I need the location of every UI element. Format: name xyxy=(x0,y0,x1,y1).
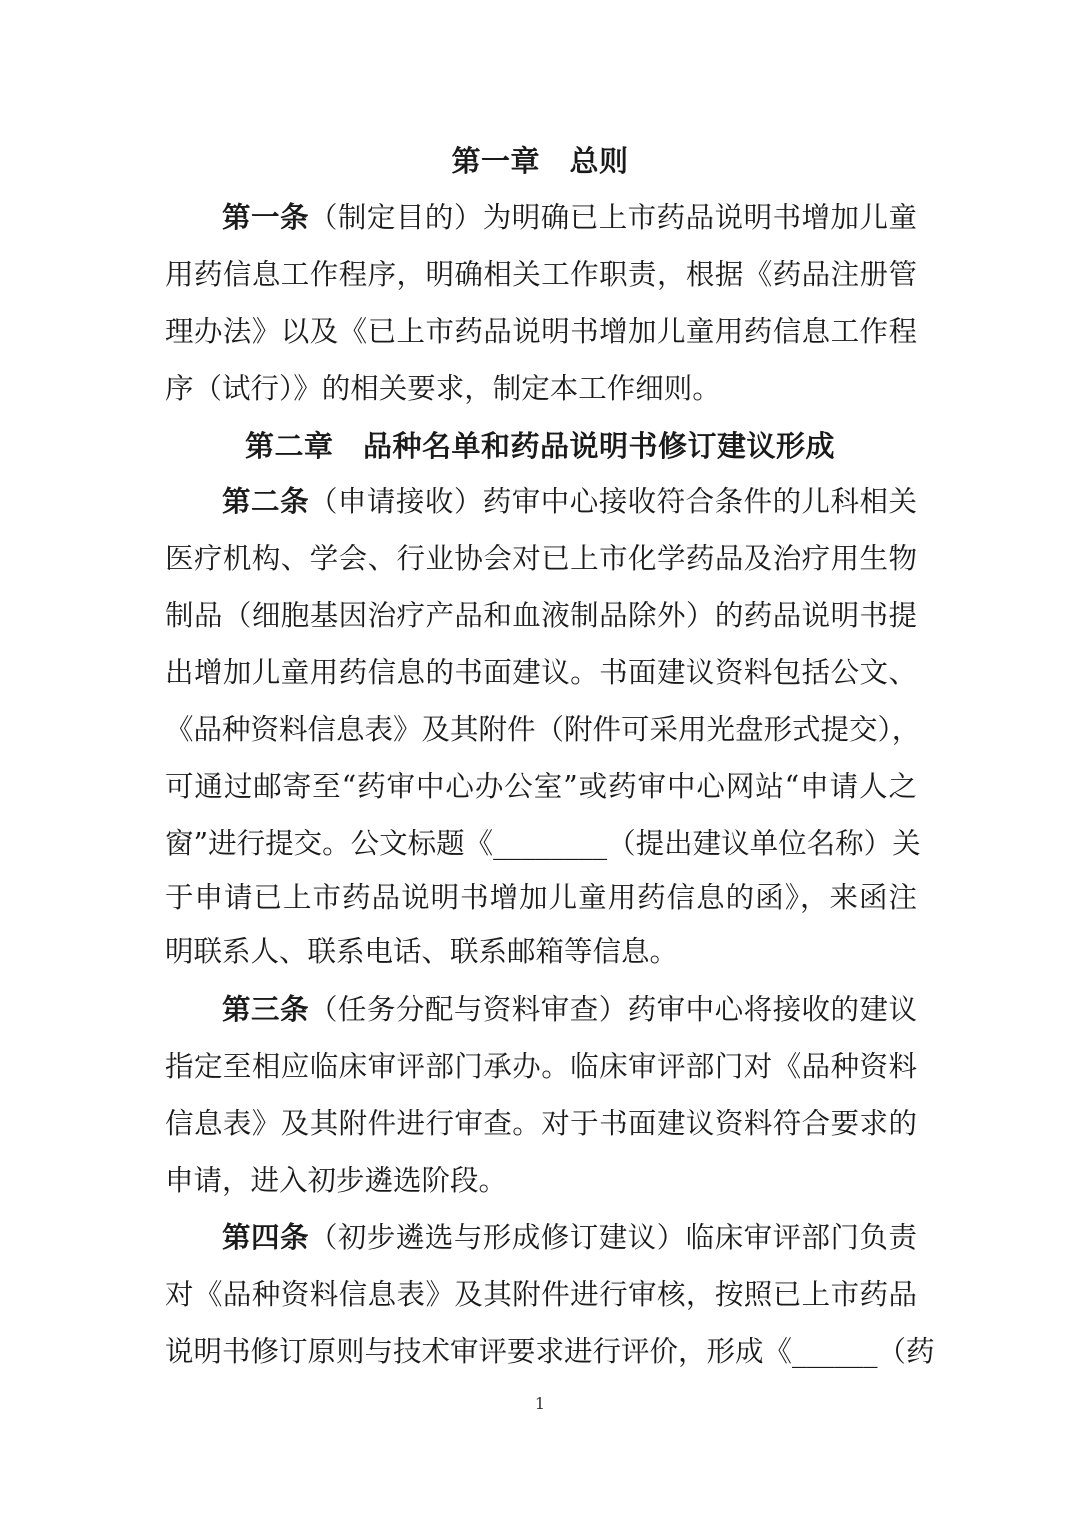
article-3-line: 信息表》及其附件进行审查。对于书面建议资料符合要求的 xyxy=(165,1107,917,1140)
article-2-line: 出增加儿童用药信息的书面建议。书面建议资料包括公文、 xyxy=(165,656,917,689)
article-1-line: 理办法》以及《已上市药品说明书增加儿童用药信息工作程 xyxy=(165,315,917,348)
article-1-line: 用药信息工作程序，明确相关工作职责，根据《药品注册管 xyxy=(165,258,917,291)
article-2-line: 《品种资料信息表》及其附件（附件可采用光盘形式提交）， xyxy=(165,713,921,746)
chapter-1-heading: 第一章 总则 xyxy=(451,144,629,178)
article-2-line: 可通过邮寄至“药审中心办公室”或药审中心网站“申请人之 xyxy=(165,770,917,803)
article-1-line: 序（试行）》的相关要求，制定本工作细则。 xyxy=(165,372,721,405)
article-1-text: （制定目的）为明确已上市药品说明书增加儿童 xyxy=(308,201,917,234)
article-4-line: 对《品种资料信息表》及其附件进行审核，按照已上市药品 xyxy=(165,1278,917,1311)
article-4-first-line xyxy=(222,1218,917,1258)
article-4-text: （初步遴选与形成修订建议）临床审评部门负责 xyxy=(308,1221,917,1254)
article-1-label: 第一条 xyxy=(222,201,309,234)
article-2-line: 明联系人、联系电话、联系邮箱等信息。 xyxy=(165,935,679,968)
article-3-line: 指定至相应临床审评部门承办。临床审评部门对《品种资料 xyxy=(165,1050,917,1083)
article-3-text: （任务分配与资料审查）药审中心将接收的建议 xyxy=(308,993,917,1026)
article-2-label: 第二条 xyxy=(222,485,309,518)
article-2-line: 窗”进行提交。公文标题《________（提出建议单位名称）关 xyxy=(165,827,921,860)
article-4-label: 第四条 xyxy=(222,1221,309,1254)
article-2-line: 医疗机构、学会、行业协会对已上市化学药品及治疗用生物 xyxy=(165,542,917,575)
article-2-text: （申请接收）药审中心接收符合条件的儿科相关 xyxy=(308,485,917,518)
article-3-label: 第三条 xyxy=(222,993,309,1026)
article-3-first-line xyxy=(222,990,917,1030)
chapter-2-heading: 第二章 品种名单和药品说明书修订建议形成 xyxy=(244,429,835,463)
article-2-first-line xyxy=(222,482,917,522)
page-number: 1 xyxy=(534,1394,546,1413)
article-4-line: 说明书修订原则与技术审评要求进行评价，形成《______（药 xyxy=(165,1335,935,1368)
article-2-line: 于申请已上市药品说明书增加儿童用药信息的函》，来函注 xyxy=(165,881,917,914)
article-2-line: 制品（细胞基因治疗产品和血液制品除外）的药品说明书提 xyxy=(165,599,917,632)
article-3-line: 申请，进入初步遴选阶段。 xyxy=(165,1164,508,1197)
article-1-first-line xyxy=(222,198,917,238)
